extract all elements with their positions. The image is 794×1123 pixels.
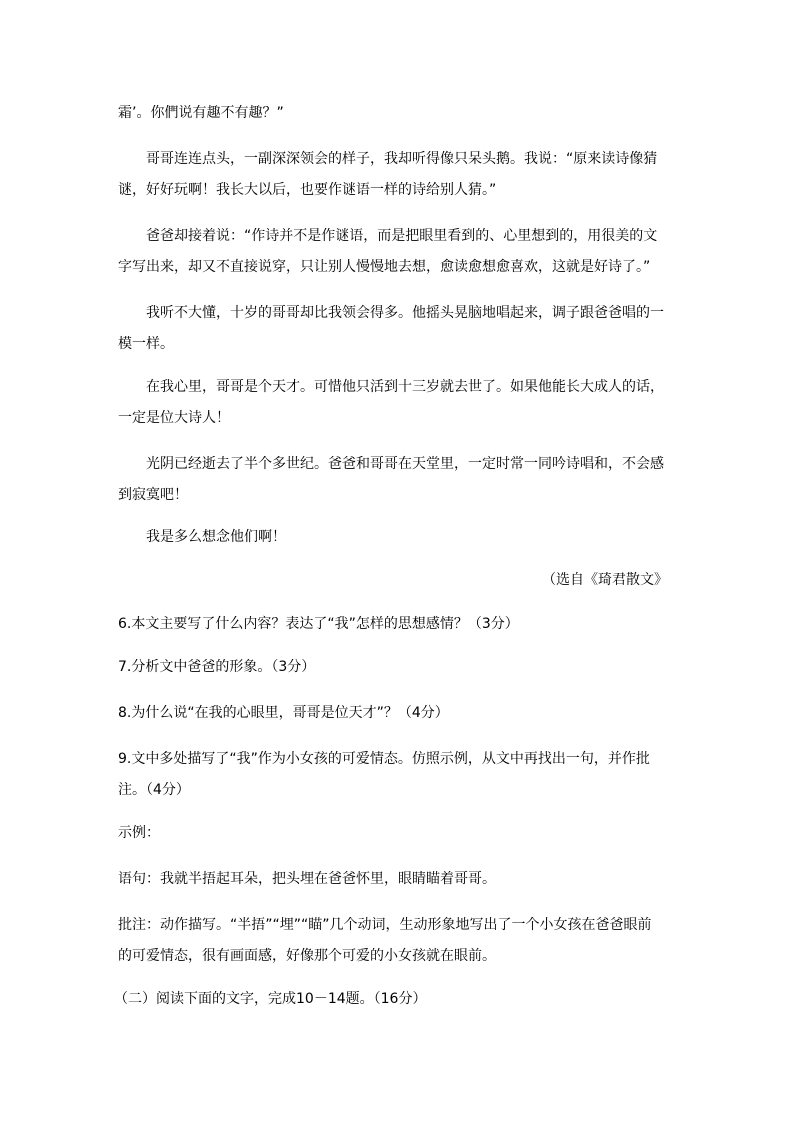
question-8: 8.为什么说“在我的心眼里，哥哥是位天才”？（4分）: [118, 705, 449, 721]
question-9-cont: 注。（4分）: [118, 782, 190, 798]
example-sentence: 语句：我就半捂起耳朵，把头埋在爸爸怀里，眼睛瞄着哥哥。: [118, 871, 496, 887]
passage-line: 哥哥连连点头，一副深深领会的样子，我却听得像只呆头鹅。我说：“原来读诗像猜: [146, 151, 658, 167]
passage-line: 光阴已经逝去了半个多世纪。爸爸和哥哥在天堂里，一定时常一同吟诗唱和，不会感: [146, 456, 664, 472]
source-citation: （选自《琦君散文》: [542, 572, 668, 588]
passage-line: 字写出来，却又不直接说穿，只让别人慢慢地去想，愈读愈想愈喜欢，这就是好诗了。”: [118, 259, 651, 275]
section-heading: （二）阅读下面的文字，完成10－14题。（16分）: [114, 991, 427, 1007]
passage-line: 我是多么想念他们啊！: [146, 529, 286, 545]
example-annotation: 批注：动作描写。“半捂”“埋”“瞄”几个动词，生动形象地写出了一个小女孩在爸爸眼前: [118, 917, 652, 933]
passage-line: 模一样。: [118, 336, 174, 352]
passage-line: 谜，好好玩啊！我长大以后，也要作谜语一样的诗给别人猜。”: [118, 182, 497, 198]
question-9: 9.文中多处描写了“我”作为小女孩的可爱情态。仿照示例，从文中再找出一句，并作批: [118, 751, 650, 767]
passage-line: 我听不大懂，十岁的哥哥却比我领会得多。他摇头晃脑地唱起来，调子跟爸爸唱的一: [146, 305, 664, 321]
passage-line: 到寂寞吧！: [118, 487, 188, 503]
passage-line: 爸爸却接着说：“作诗并不是作谜语，而是把眼里看到的、心里想到的，用很美的文: [146, 228, 658, 244]
question-7: 7.分析文中爸爸的形象。（3分）: [118, 659, 316, 675]
passage-line: 一定是位大诗人！: [118, 410, 230, 426]
passage-line: 在我心里，哥哥是个天才。可惜他只活到十三岁就去世了。如果他能长大成人的话，: [146, 379, 664, 395]
question-6: 6.本文主要写了什么内容？表达了“我”怎样的思想感情？（3分）: [118, 616, 519, 632]
example-label: 示例：: [118, 825, 160, 841]
passage-line: 霜’。你們说有趣不有趣？”: [118, 105, 284, 121]
example-annotation-cont: 的可爱情态，很有画面感，好像那个可爱的小女孩就在眼前。: [118, 948, 496, 964]
